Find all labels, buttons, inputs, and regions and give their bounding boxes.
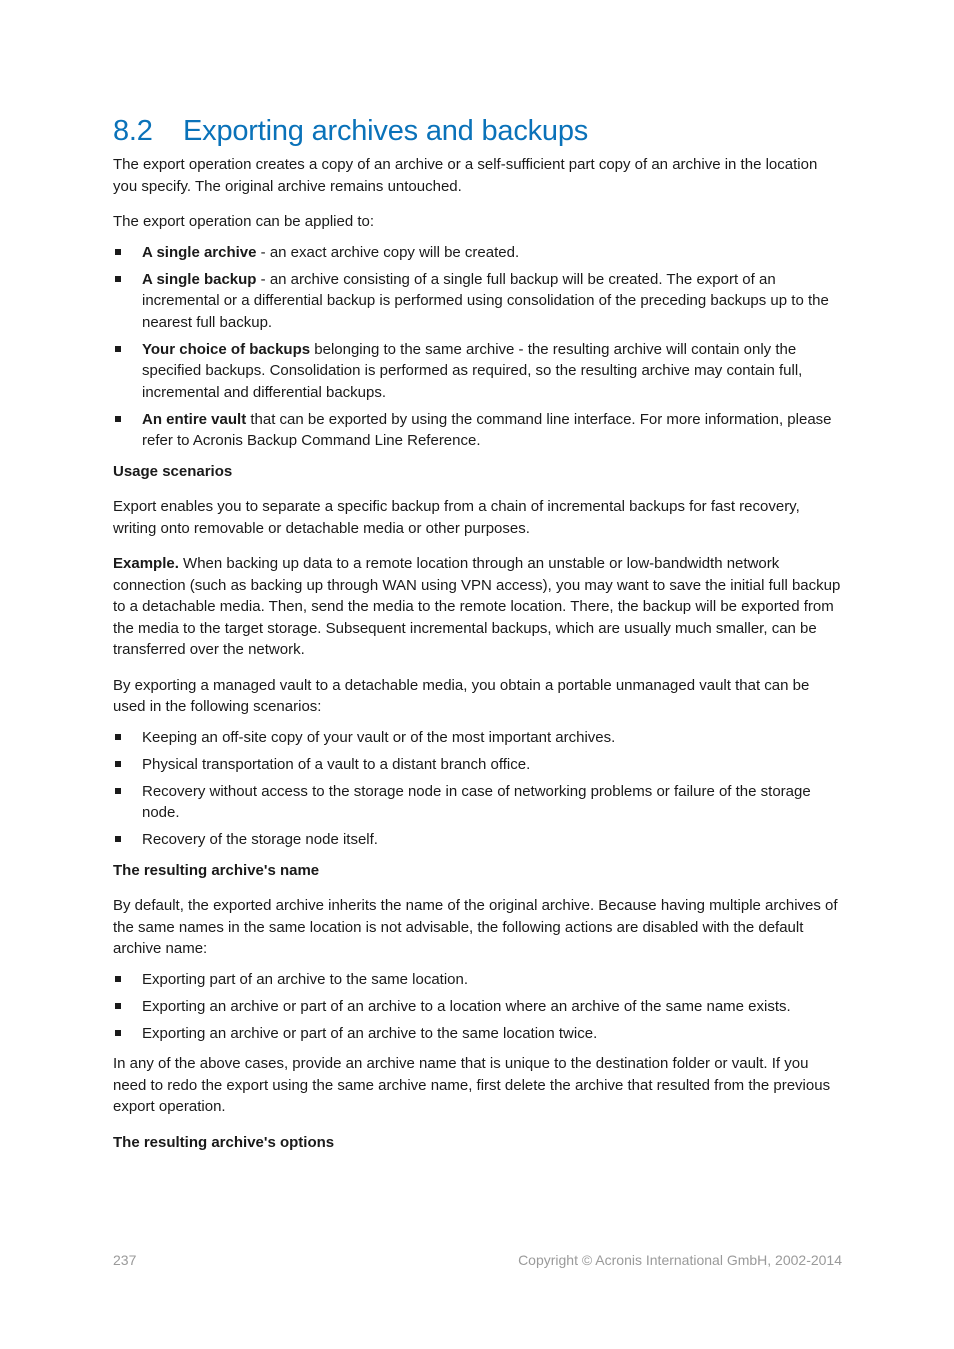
bullet-square-icon [115, 836, 121, 842]
list-item [113, 1023, 843, 1045]
bullet-square-icon [115, 416, 121, 422]
item-text: Exporting an archive or part of an archive to a location where an archive of the same name exists. [142, 997, 791, 1015]
item-text: Exporting an archive or part of an archive to the same location twice. [142, 1024, 598, 1042]
list-item [113, 969, 843, 991]
unique-name-paragraph: In any of the above cases, provide an archive name that is unique to the destination folder or vault. If you need to redo the export using the same archive name, first delete the archive that resulted from the previous export operation. [113, 1055, 831, 1115]
item-text: Physical transportation of a vault to a distant branch office. [142, 755, 531, 773]
bullet-square-icon [115, 1003, 121, 1009]
archive-name-heading: The resulting archive's name [113, 861, 320, 879]
bullet-square-icon [115, 346, 121, 352]
item-term: A single backup [142, 270, 257, 288]
usage-heading: Usage scenarios [113, 462, 233, 480]
list-item [113, 754, 843, 776]
page-content [113, 112, 843, 1167]
usage-paragraph: Export enables you to separate a specific backup from a chain of incremental backups for fast recovery, writing onto removable or detachable media or other purposes. [113, 498, 800, 537]
section-number: 8.2 [113, 115, 153, 147]
example-paragraph [113, 553, 843, 661]
list-item [113, 409, 843, 452]
bullet-square-icon [115, 761, 121, 767]
list-item [113, 269, 843, 334]
list-item [113, 996, 843, 1018]
list-item [113, 339, 843, 404]
item-text: - an exact archive copy will be created. [256, 243, 520, 261]
bullet-square-icon [115, 1030, 121, 1036]
vault-paragraph: By exporting a managed vault to a detachable media, you obtain a portable unmanaged vault that can be used in the following scenarios: [113, 676, 810, 715]
item-text: that can be exported by using the command line interface. For more information, please refer to Acronis Backup Command Line Reference. [142, 410, 832, 449]
item-term: An entire vault [142, 410, 247, 428]
bullet-square-icon [115, 249, 121, 255]
disabled-actions-list [113, 969, 843, 1045]
list-item [113, 781, 843, 824]
apply-list [113, 242, 843, 452]
example-label: Example. [113, 555, 179, 572]
item-text: Recovery without access to the storage node in case of networking problems or failure of the storage node. [142, 782, 811, 821]
list-item [113, 727, 843, 749]
archive-options-heading: The resulting archive's options [113, 1133, 335, 1151]
section-heading [113, 112, 843, 150]
bullet-square-icon [115, 734, 121, 740]
item-term: A single archive [142, 243, 257, 261]
intro-applies-to: The export operation can be applied to: [113, 213, 375, 230]
bullet-square-icon [115, 788, 121, 794]
item-text: belonging to the same archive - the resulting archive will contain only the specified backups. Consolidation is performed as required, so the resulting archive may contain full, incremental and differential backups. [142, 340, 803, 401]
copyright-notice: Copyright © Acronis International GmbH, 2002-2014 [518, 1252, 842, 1268]
bullet-square-icon [115, 976, 121, 982]
page-number: 237 [113, 1252, 137, 1268]
bullet-square-icon [115, 276, 121, 282]
item-text: - an archive consisting of a single full backup will be created. The export of an incremental or a differential backup is performed using consolidation of the preceding backups up to the nearest full backup. [142, 270, 829, 331]
archive-name-paragraph: By default, the exported archive inherits the name of the original archive. Because having multiple archives of the same names in the same location is not advisable, the following actions are disabled with the default archive name: [113, 897, 838, 957]
example-text: When backing up data to a remote location through an unstable or low-bandwidth network connection (such as backing up through WAN using VPN access), you may want to save the initial full backup to a detachable media. Then, send the media to the remote location. There, the backup will be exported from the media to the target storage. Subsequent incremental backups, which are usually much smaller, can be transferred over the network. [113, 555, 841, 658]
usage-list [113, 727, 843, 851]
item-text: Keeping an off-site copy of your vault or of the most important archives. [142, 728, 616, 746]
item-text: Recovery of the storage node itself. [142, 831, 378, 848]
item-text: Exporting part of an archive to the same location. [142, 970, 469, 988]
list-item [113, 242, 843, 264]
intro-paragraph: The export operation creates a copy of an archive or a self-sufficient part copy of an archive in the location you specify. The original archive remains untouched. [113, 156, 818, 195]
list-item [113, 829, 843, 851]
item-term: Your choice of backups [142, 340, 311, 358]
section-title: Exporting archives and backups [183, 115, 589, 147]
